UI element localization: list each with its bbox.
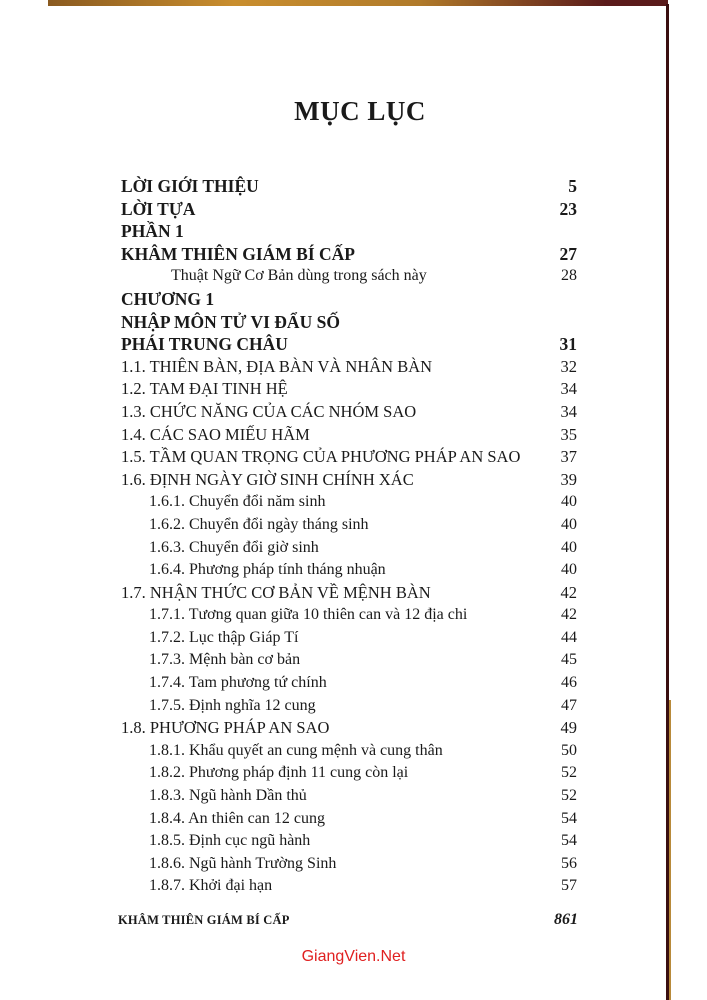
toc-entry-page-number: 23 (559, 198, 577, 219)
page-number: 861 (554, 911, 578, 928)
toc-entry[interactable] (121, 808, 577, 831)
toc-entry-label: 1.6.3. Chuyển đổi giờ sinh (149, 538, 319, 556)
toc-entry[interactable] (121, 175, 577, 198)
toc-entry[interactable] (121, 649, 577, 672)
page-footer (118, 911, 578, 929)
toc-entry[interactable] (121, 559, 577, 582)
running-title: KHÂM THIÊN GIÁM BÍ CẤP (118, 913, 290, 927)
toc-entry[interactable] (121, 717, 577, 740)
toc-entry-page-number: 54 (561, 832, 577, 850)
toc-entry-label: 1.7.1. Tương quan giữa 10 thiên can và 12 địa chi (149, 606, 468, 624)
toc-entry[interactable] (121, 740, 577, 763)
toc-entry[interactable] (121, 762, 577, 785)
toc-entry[interactable] (121, 424, 577, 447)
toc-entry-label: 1.8.4. An thiên can 12 cung (149, 809, 325, 827)
toc-entry[interactable] (121, 198, 577, 221)
toc-entry-page-number: 50 (561, 741, 577, 759)
toc-entry[interactable] (121, 537, 577, 560)
toc-entry-label: PHẦN 1 (121, 221, 184, 242)
toc-entry-label: 1.6. ĐỊNH NGÀY GIỜ SINH CHÍNH XÁC (121, 469, 414, 489)
toc-entry[interactable] (121, 672, 577, 695)
toc-entry[interactable] (121, 604, 577, 627)
toc-entry-page-number: 5 (568, 176, 577, 196)
toc-entry-page-number: 45 (561, 651, 577, 669)
toc-entry[interactable] (121, 582, 577, 605)
toc-entry-page-number: 56 (561, 854, 577, 872)
toc-entry-label: 1.8.1. Khẩu quyết an cung mệnh và cung thân (149, 741, 443, 759)
toc-entry-label: 1.8.7. Khởi đại hạn (149, 877, 273, 895)
toc-entry[interactable] (121, 875, 577, 898)
toc-entry-page-number: 32 (560, 356, 577, 376)
toc-entry-page-number: 34 (560, 379, 577, 399)
toc-entry-label: 1.2. TAM ĐẠI TINH HỆ (121, 379, 288, 399)
toc-entry[interactable] (121, 265, 577, 288)
toc-entry[interactable] (121, 333, 577, 356)
toc-entry-label: 1.6.2. Chuyển đổi ngày tháng sinh (149, 515, 369, 533)
toc-entry[interactable] (121, 311, 577, 334)
toc-entry-label: 1.6.1. Chuyển đổi năm sinh (149, 493, 326, 511)
toc-entry[interactable] (121, 785, 577, 808)
toc-entry-page-number: 34 (560, 401, 577, 421)
toc-entry[interactable] (121, 469, 577, 492)
toc-entry[interactable] (121, 220, 577, 243)
toc-entry-label: 1.5. TẦM QUAN TRỌNG CỦA PHƯƠNG PHÁP AN SAO (121, 447, 521, 467)
toc-entry[interactable] (121, 288, 577, 311)
toc-entry-page-number: 27 (559, 243, 577, 264)
toc-entry[interactable] (121, 378, 577, 401)
toc-entry-page-number: 44 (561, 628, 577, 646)
toc-entry-page-number: 37 (560, 447, 577, 467)
toc-entry-label: NHẬP MÔN TỬ VI ĐẨU SỐ (121, 311, 340, 332)
toc-entry-page-number: 40 (561, 493, 577, 511)
toc-entry[interactable] (121, 243, 577, 266)
toc-entry-label: 1.8.5. Định cục ngũ hành (149, 832, 311, 850)
toc-entry-page-number: 42 (561, 606, 577, 624)
toc-entry[interactable] (121, 356, 577, 379)
toc-entry-label: Thuật Ngữ Cơ Bản dùng trong sách này (171, 267, 427, 285)
toc-entry-label: 1.8. PHƯƠNG PHÁP AN SAO (121, 718, 330, 738)
toc-entry-label: 1.3. CHỨC NĂNG CỦA CÁC NHÓM SAO (121, 401, 417, 421)
toc-entry-page-number: 52 (561, 764, 577, 782)
toc-entry-page-number: 47 (561, 696, 577, 714)
toc-entry-label: 1.8.2. Phương pháp định 11 cung còn lại (149, 764, 409, 782)
toc-entry[interactable] (121, 446, 577, 469)
toc-entry[interactable] (121, 695, 577, 718)
toc-entry-label: 1.7.4. Tam phương tứ chính (149, 674, 327, 692)
toc-entry-page-number: 40 (561, 561, 577, 579)
toc-entry-page-number: 28 (561, 267, 577, 285)
toc-entry[interactable] (121, 491, 577, 514)
toc-entry-page-number: 54 (561, 809, 577, 827)
toc-entry-label: 1.7.3. Mệnh bàn cơ bản (149, 651, 301, 669)
toc-entry-label: 1.7.2. Lục thập Giáp Tí (149, 628, 299, 646)
toc-entry-page-number: 49 (560, 718, 577, 738)
toc-entry-label: 1.4. CÁC SAO MIẾU HÃM (121, 424, 310, 444)
toc-entry-page-number: 39 (560, 469, 577, 489)
page-title: MỤC LỤC (294, 96, 426, 126)
toc-entry-label: 1.6.4. Phương pháp tính tháng nhuận (149, 561, 386, 579)
toc-entry-page-number: 31 (559, 334, 577, 355)
toc-entry-label: 1.8.6. Ngũ hành Trường Sinh (149, 854, 337, 872)
toc-entry-label: CHƯƠNG 1 (121, 288, 215, 309)
toc-entry-label: PHÁI TRUNG CHÂU (121, 334, 288, 355)
toc-entry-page-number: 52 (561, 787, 577, 805)
toc-entry-label: 1.7.5. Định nghĩa 12 cung (149, 696, 316, 714)
toc-entry-page-number: 35 (560, 424, 577, 444)
toc-entry[interactable] (121, 514, 577, 537)
table-of-contents (121, 175, 577, 898)
toc-entry-label: 1.8.3. Ngũ hành Dần thủ (149, 787, 307, 805)
toc-entry[interactable] (121, 853, 577, 876)
toc-entry-label: LỜI GIỚI THIỆU (121, 176, 259, 196)
toc-entry-page-number: 42 (560, 582, 577, 602)
toc-entry-label: LỜI TỰA (121, 198, 196, 219)
toc-entry[interactable] (121, 627, 577, 650)
toc-entry-page-number: 40 (561, 515, 577, 533)
toc-entry-page-number: 57 (561, 877, 577, 895)
toc-entry[interactable] (121, 830, 577, 853)
toc-entry-label: 1.7. NHẬN THỨC CƠ BẢN VỀ MỆNH BÀN (121, 582, 431, 602)
watermark-link[interactable]: GiangVien.Net (301, 948, 406, 965)
toc-entry-page-number: 40 (561, 538, 577, 556)
toc-entry-label: 1.1. THIÊN BÀN, ĐỊA BÀN VÀ NHÂN BÀN (121, 356, 433, 376)
toc-entry-page-number: 46 (561, 674, 577, 692)
toc-entry[interactable] (121, 401, 577, 424)
toc-entry-label: KHÂM THIÊN GIÁM BÍ CẤP (121, 243, 355, 264)
